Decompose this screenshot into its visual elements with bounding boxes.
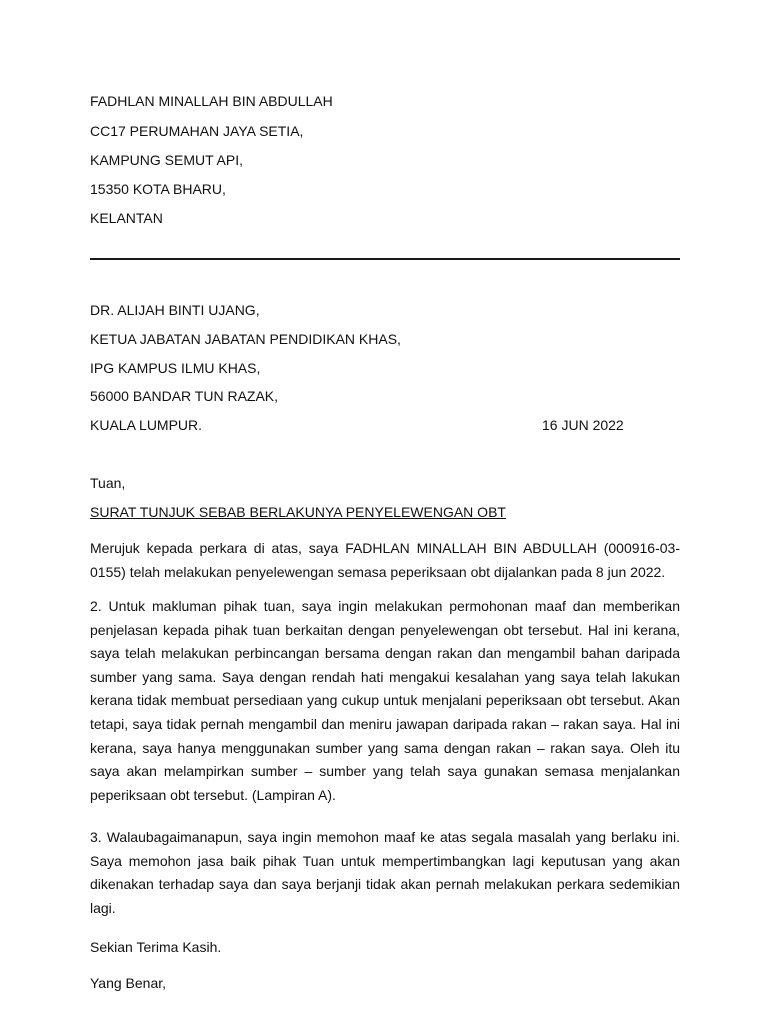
closing-signoff: Yang Benar,	[90, 975, 167, 991]
letter-page	[90, 0, 680, 1024]
sender-address-line: 15350 KOTA BHARU,	[90, 181, 226, 197]
header-divider	[90, 258, 680, 260]
sender-address-line: KELANTAN	[90, 210, 163, 226]
body-paragraph: 2. Untuk makluman pihak tuan, saya ingin melakukan permohonan maaf dan memberikan penjelasan kepada pihak tuan berkaitan dengan penyelewengan obt tersebut. Hal ini kerana, saya telah melakukan perbincangan bersama dengan rakan dan mengambil bahan daripada sumber yang sama. Saya dengan rendah hati mengakui kesalahan yang saya telah lakukan kerana tidak membuat persediaan yang cukup untuk menjalani peperiksaan obt tersebut. Akan tetapi, saya tidak pernah mengambil dan meniru jawapan daripada rakan – rakan saya. Hal ini kerana, saya hanya menggunakan sumber yang sama dengan rakan – rakan saya. Oleh itu saya akan melampirkan sumber – sumber yang telah saya gunakan semasa menjalankan peperiksaan obt tersebut. (Lampiran A).	[90, 598, 680, 803]
sender-name: FADHLAN MINALLAH BIN ABDULLAH	[90, 93, 333, 109]
body-paragraph: 3. Walaubagaimanapun, saya ingin memohon maaf ke atas segala masalah yang berlaku ini. Saya memohon jasa baik pihak Tuan untuk mempertimbangkan lagi keputusan yang akan dikenakan terhadap saya dan saya berjanji tidak akan pernah melakukan perkara sedemikian lagi.	[90, 829, 680, 916]
recipient-address-line: 56000 BANDAR TUN RAZAK,	[90, 388, 279, 404]
closing-thanks: Sekian Terima Kasih.	[90, 939, 222, 955]
letter-subject: SURAT TUNJUK SEBAB BERLAKUNYA PENYELEWENGAN OBT	[90, 504, 506, 520]
recipient-address-line: KUALA LUMPUR.	[90, 417, 203, 433]
recipient-name: DR. ALIJAH BINTI UJANG,	[90, 302, 260, 318]
sender-address-line: KAMPUNG SEMUT API,	[90, 152, 243, 168]
sender-address-line: CC17 PERUMAHAN JAYA SETIA,	[90, 123, 304, 139]
body-paragraph: Merujuk kepada perkara di atas, saya FADHLAN MINALLAH BIN ABDULLAH (000916-03-0155) telah melakukan penyelewengan semasa peperiksaan obt dijalankan pada 8 jun 2022.	[90, 540, 680, 580]
recipient-address-line: KETUA JABATAN JABATAN PENDIDIKAN KHAS,	[90, 331, 401, 347]
letter-date: 16 JUN 2022	[542, 417, 624, 433]
salutation: Tuan,	[90, 475, 126, 491]
recipient-address-line: IPG KAMPUS ILMU KHAS,	[90, 360, 261, 376]
